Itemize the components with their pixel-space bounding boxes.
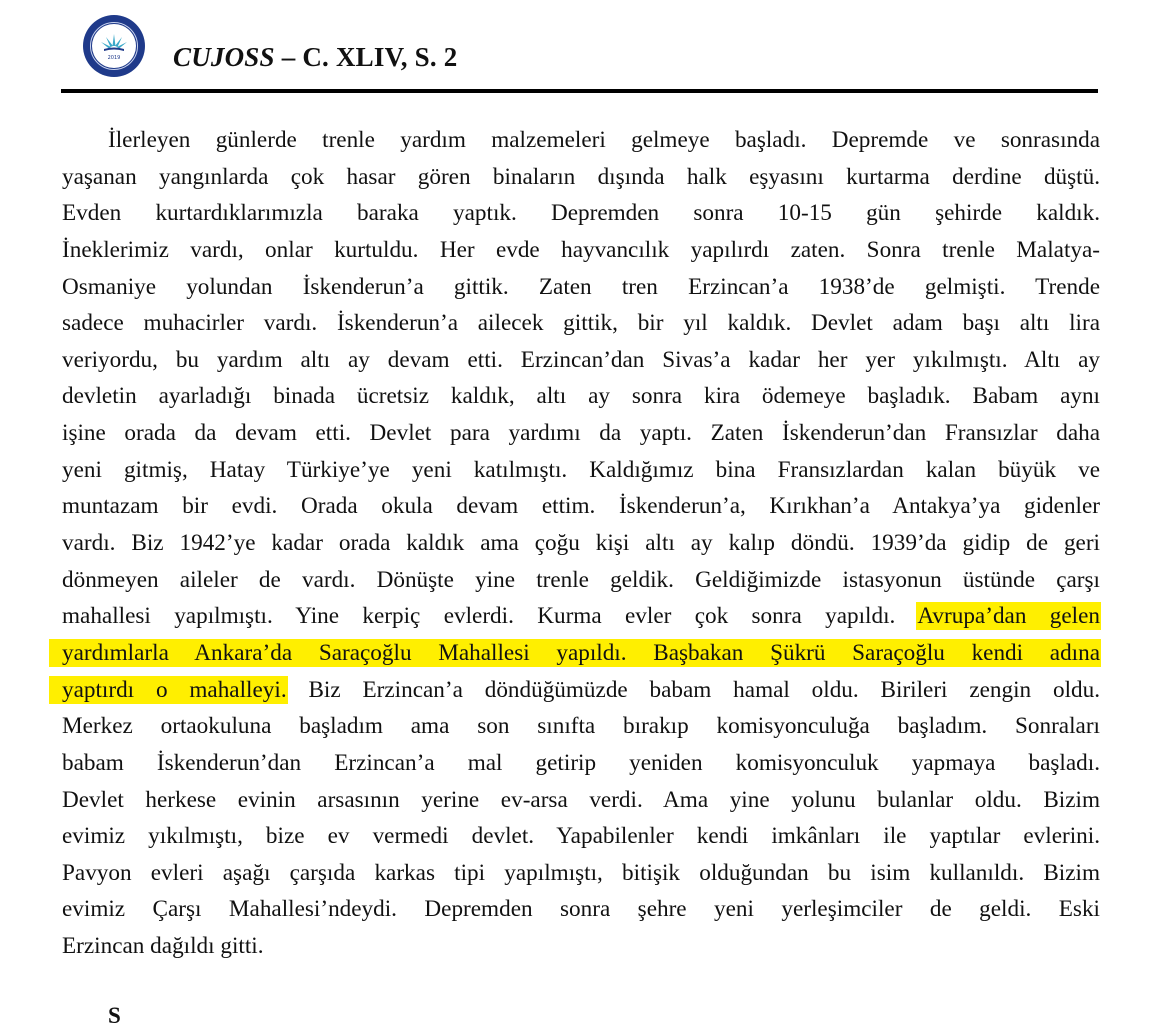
paragraph (62, 122, 1100, 965)
journal-name: CUJOSS (173, 42, 275, 72)
text-line: yaptırdı o mahalleyi. Biz Erzincan’a döndüğümüzde babam hamal oldu. Birileri zengin oldu. (62, 672, 1100, 709)
journal-logo (82, 14, 146, 78)
text-line: yeni gitmiş, Hatay Türkiye’ye yeni katılmıştı. Kaldığımız bina Fransızlardan kalan büyük ve (62, 456, 1100, 483)
text-line: muntazam bir evdi. Orada okula devam ettim. İskenderun’a, Kırıkhan’a Antakya’ya gidenler (62, 493, 1100, 520)
text-line: Osmaniye yolundan İskenderun’a gittik. Zaten tren Erzincan’a 1938’de gelmişti. Trende (62, 273, 1100, 300)
text-line: evimiz yıkılmıştı, bize ev vermedi devlet. Yapabilenler kendi imkânları ile yaptılar evlerini. (62, 823, 1100, 850)
text-line: Evden kurtardıklarımızla baraka yaptık. Depremden sonra 10-15 gün şehirde kaldık. (62, 200, 1100, 227)
text-line: Pavyon evleri aşağı çarşıda karkas tipi yapılmıştı, bitişik olduğundan bu isim kullanıldı. Bizim (62, 859, 1100, 886)
text-line: vardı. Biz 1942’ye kadar orada kaldık ama çoğu kişi altı ay kalıp döndü. 1939’da gidip de geri (62, 530, 1100, 557)
text-line: sadece muhacirler vardı. İskenderun’a ailecek gittik, bir yıl kaldık. Devlet adam başı altı lira (62, 310, 1100, 337)
highlighted-text: yardımlarla Ankara’da Saraçoğlu Mahallesi yapıldı. Başbakan Şükrü Saraçoğlu kendi adına (50, 640, 1100, 666)
text-line: veriyordu, bu yardım altı ay devam etti. Erzincan’dan Sivas’a kadar her yer yıkılmıştı. Altı ay (62, 346, 1100, 373)
header-divider (61, 89, 1098, 93)
text-line: Devlet herkese evinin arsasının yerine ev-arsa verdi. Ama yine yolunu bulanlar oldu. Bizim (62, 786, 1100, 813)
text-line (62, 635, 1100, 672)
highlighted-text: yaptırdı o mahalleyi. (50, 677, 287, 703)
text-line: yaşanan yangınlarda çok hasar gören binaların dışında halk eşyasını kurtarma derdine düştü. (62, 163, 1100, 190)
text-line: işine orada da devam etti. Devlet para yardımı da yaptı. Zaten İskenderun’dan Fransızlar daha (62, 420, 1100, 447)
text-line: mahallesi yapılmıştı. Yine kerpiç evlerdi. Kurma evler çok sonra yapıldı. Avrupa’dan gelen (62, 603, 1100, 630)
text-line: devletin ayarladığı binada ücretsiz kaldık, altı ay sonra kira ödemeye başladık. Babam aynı (62, 383, 1100, 410)
text-line: Erzincan dağıldı gitti. (62, 933, 264, 960)
text-line: İneklerimiz vardı, onlar kurtuldu. Her evde hayvancılık yapılırdı zaten. Sonra trenle Malatya- (62, 236, 1100, 263)
svg-text:2019: 2019 (107, 55, 121, 61)
volume-issue: – C. XLIV, S. 2 (274, 42, 458, 72)
text-line: İlerleyen günlerde trenle yardım malzemeleri gelmeye başladı. Depremde ve sonrasında (108, 127, 1100, 153)
text-line: dönmeyen aileler de vardı. Dönüşte yine trenle geldik. Geldiğimizde istasyonun üstünde çarşı (62, 566, 1100, 593)
text-line: Merkez ortaokuluna başladım ama son sınıfta bırakıp komisyonculuğa başladım. Sonraları (62, 713, 1100, 740)
text-line: evimiz Çarşı Mahallesi’ndeydi. Depremden sonra şehre yeni yerleşimciler de geldi. Eski (62, 896, 1100, 923)
text-line: babam İskenderun’dan Erzincan’a mal getirip yeniden komisyonculuk yapmaya başladı. (62, 749, 1100, 776)
university-seal-icon (82, 14, 146, 78)
journal-header (173, 42, 458, 73)
highlighted-text: Avrupa’dan gelen (917, 603, 1100, 630)
next-section-heading-partial: S (108, 1003, 121, 1028)
